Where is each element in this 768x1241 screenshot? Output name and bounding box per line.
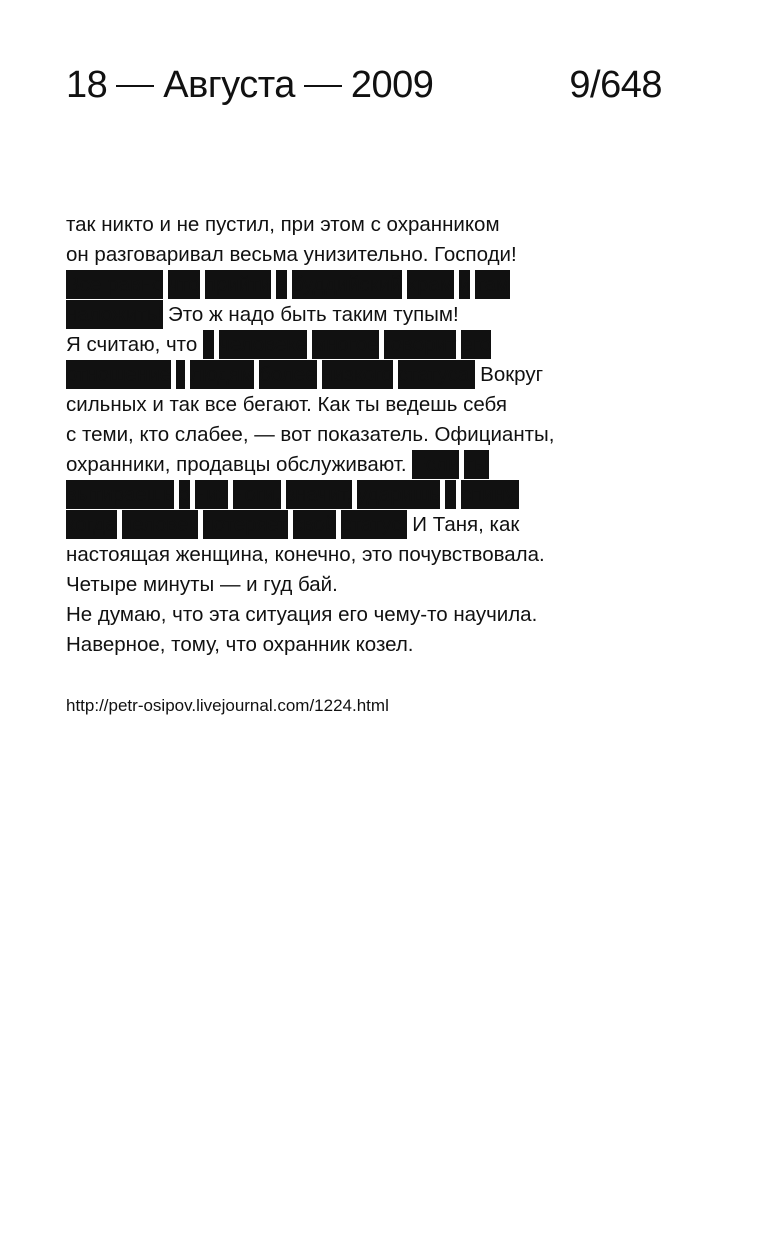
redacted-word: спину, — [461, 480, 519, 509]
redacted-word: о — [179, 480, 190, 509]
redacted-word: свой — [293, 510, 337, 539]
page-counter: 9/648 — [569, 64, 662, 106]
text-segment: Четыре минуты — и гуд бай. — [66, 573, 338, 596]
redacted-word: Все равно — [66, 270, 163, 299]
text-line — [66, 360, 666, 390]
text-segment: сильных и так все бегают. Как ты ведешь себя — [66, 393, 507, 416]
redacted-word: о — [203, 330, 214, 359]
redacted-word: человеке — [219, 330, 307, 359]
text-line — [66, 630, 666, 660]
date-year: 2009 — [350, 64, 434, 106]
redacted-word: ты — [464, 450, 488, 479]
text-segment: И Таня, как — [412, 513, 520, 536]
redacted-word: более — [259, 360, 316, 389]
redacted-word: когда — [66, 510, 117, 539]
redacted-word: отношение — [66, 360, 171, 389]
redacted-word: ноги, — [233, 480, 280, 509]
text-segment: Не думаю, что эта ситуация его чему-то научила. — [66, 603, 538, 626]
redacted-word: буддийский — [292, 270, 402, 299]
redacted-word: его — [461, 330, 491, 359]
date-month: Августа — [163, 64, 295, 106]
text-segment: так никто и не пустил, при этом с охранником — [66, 213, 500, 236]
redacted-word: них — [195, 480, 228, 509]
redacted-word: потеряет — [203, 510, 288, 539]
text-segment: он разговаривал весьма унизительно. Господи! — [66, 243, 517, 266]
redacted-word: многое — [312, 330, 379, 359]
text-segment: с теми, кто слабее, — вот показатель. Официанты, — [66, 423, 555, 446]
text-line — [66, 240, 666, 270]
text-line — [66, 450, 666, 480]
text-segment: охранники, продавцы обслуживают. — [66, 453, 407, 476]
redacted-word: человек — [122, 510, 198, 539]
redacted-word: в — [276, 270, 287, 299]
redacted-word: низкого — [322, 360, 393, 389]
text-line — [66, 330, 666, 360]
text-line — [66, 210, 666, 240]
dash-separator — [304, 85, 342, 87]
text-segment: Это ж надо быть таким тупым! — [168, 303, 459, 326]
page-header — [66, 62, 662, 108]
redacted-word: что — [168, 270, 199, 299]
redacted-word: ударишь — [357, 480, 440, 509]
redacted-word: там — [475, 270, 510, 299]
redacted-word: статус. — [341, 510, 407, 539]
redacted-word: к — [176, 360, 185, 389]
text-segment: Наверное, тому, что охранник козел. — [66, 633, 414, 656]
redacted-word: значит, — [286, 480, 353, 509]
redacted-word: храм — [407, 270, 454, 299]
text-line — [66, 480, 666, 510]
redacted-word: наложить! — [66, 300, 163, 329]
redacted-word: вытираешь — [66, 480, 174, 509]
dash-separator — [116, 85, 154, 87]
text-line — [66, 510, 666, 540]
text-segment: Я считаю, что — [66, 333, 198, 356]
redacted-word: прийти — [205, 270, 271, 299]
text-line — [66, 300, 666, 330]
redacted-word: статуса. — [398, 360, 475, 389]
redacted-word: говорит — [384, 330, 457, 359]
text-line — [66, 540, 666, 570]
redacted-word: в — [445, 480, 456, 509]
redacted-word: и — [459, 270, 470, 299]
entry-date — [66, 62, 433, 108]
redacted-word: людям — [190, 360, 254, 389]
text-segment: настоящая женщина, конечно, это почувствовала. — [66, 543, 545, 566]
text-line — [66, 600, 666, 630]
text-line — [66, 420, 666, 450]
entry-body — [66, 210, 666, 660]
text-segment: Вокруг — [480, 363, 544, 386]
source-link[interactable]: http://petr-osipov.livejournal.com/1224.html — [66, 696, 389, 715]
text-line — [66, 390, 666, 420]
date-day: 18 — [66, 64, 108, 106]
text-line — [66, 270, 666, 300]
text-line — [66, 570, 666, 600]
redacted-word: Если — [412, 450, 459, 479]
